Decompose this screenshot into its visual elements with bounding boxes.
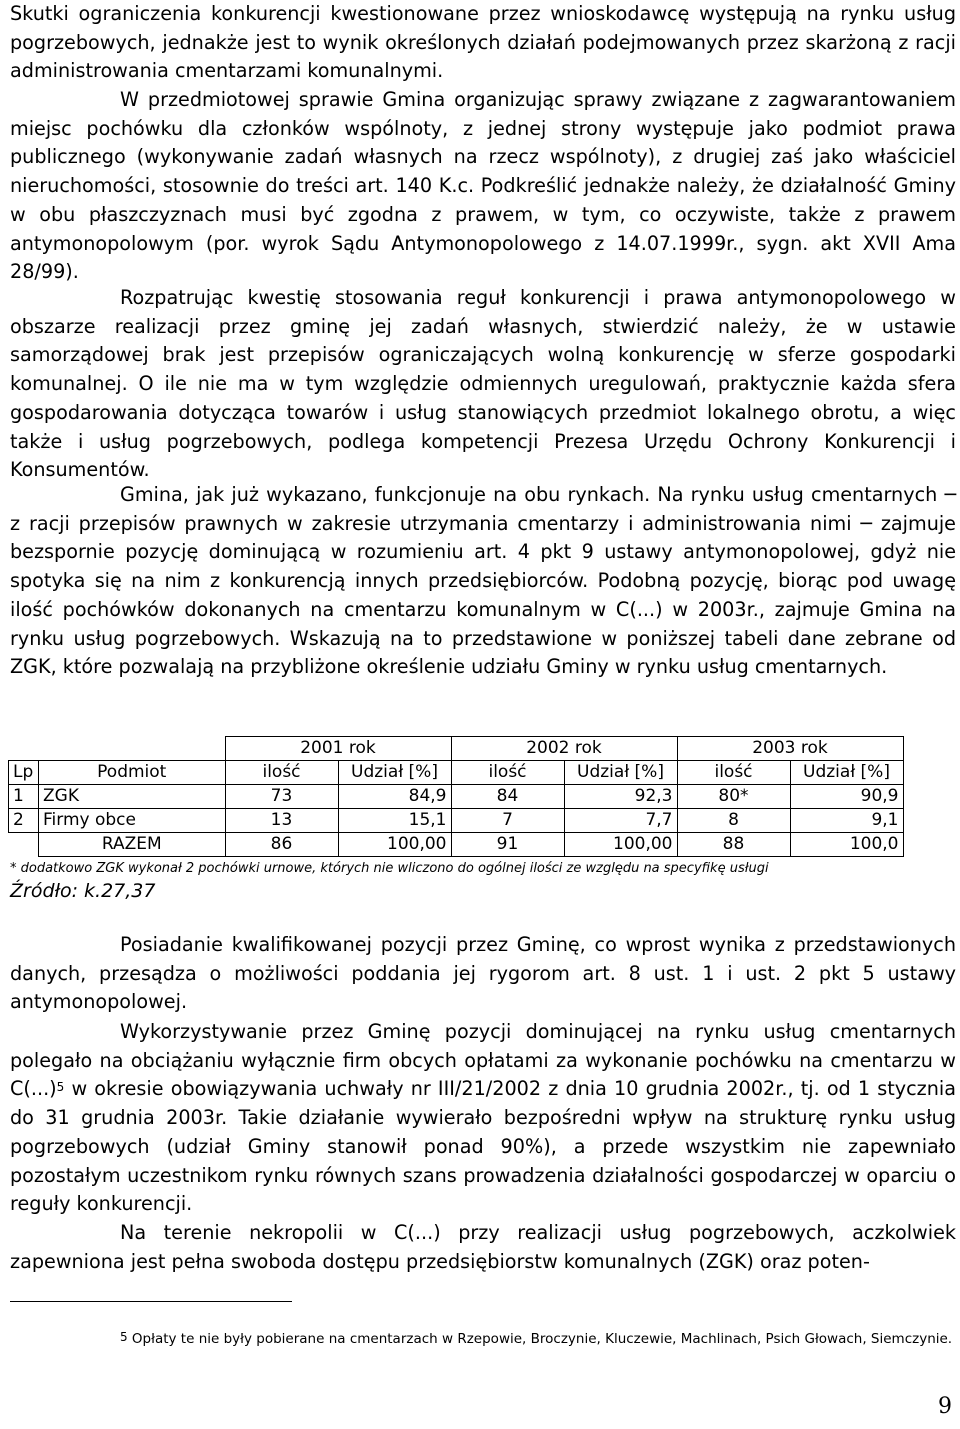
cell-qty-2002: 84 bbox=[451, 785, 564, 809]
table-header-years bbox=[9, 737, 904, 761]
cell-qty-2001: 73 bbox=[225, 785, 338, 809]
footnote bbox=[10, 1327, 956, 1351]
table-row bbox=[9, 785, 904, 809]
footnote-marker: 5 bbox=[120, 1330, 128, 1344]
header-qty-2003: ilość bbox=[677, 761, 790, 785]
cell-share-2003: 90,9 bbox=[790, 785, 903, 809]
header-entity: Podmiot bbox=[39, 761, 226, 785]
paragraph-4: Gmina, jak już wykazano, funkcjonuje na obu rynkach. Na rynku usług cmentarnych ─ z racji przepisów prawnych w zakresie utrzymania cmentarzy i administrowania nimi ─ zajmuje bezspornie pozycję dominującą w rozumieniu art. 4 pkt 9 ustawy antymonopolowej, gdyż nie spotyka się na nim z konkurencją innych przedsiębiorców. Podobną pozycję, biorąc pod uwagę ilość pochówków dokonanych na cmentarzu komunalnym w C(...) w 2003r., zajmuje Gmina na rynku usług pogrzebowych. Wskazują na to przedstawione w poniższej tabeli dane zebrane od ZGK, które pozwalają na przybliżone określenie udziału Gminy w rynku usług cmentarnych. bbox=[10, 483, 956, 679]
cell-qty-2002: 91 bbox=[451, 833, 564, 857]
paragraph-2: W przedmiotowej sprawie Gmina organizując sprawy związane z zagwarantowaniem miejsc pochówku dla członków wspólnoty, z jednej strony występuje jako podmiot prawa publicznego (wykonywanie zadań własnych na rzecz wspólnoty), z drugiej zaś jako właściciel nieruchomości, stosownie do treści art. 140 K.c. Podkreślić jednakże należy, że działalność Gminy w obu płaszczyznach musi być zgodna z prawem, w tym, co oczywiste, także z prawem antymonopolowym (por. wyrok Sądu Antymonopolowego z 14.07.1999r., sygn. akt XVII Ama 28/99). bbox=[10, 88, 956, 284]
header-share-2003: Udział [%] bbox=[790, 761, 903, 785]
paragraph-6 bbox=[10, 1018, 956, 1219]
cell-entity: ZGK bbox=[39, 785, 226, 809]
header-share-2001: Udział [%] bbox=[338, 761, 451, 785]
paragraph-1: Skutki ograniczenia konkurencji kwestionowane przez wnioskodawcę występują na rynku usług pogrzebowych, jednakże jest to wynik określonych działań podejmowanych przez skarżoną z racji administrowania cmentarzami komunalnymi. bbox=[10, 2, 956, 83]
cell-lp: 2 bbox=[9, 809, 39, 833]
cell-share-2001: 84,9 bbox=[338, 785, 451, 809]
header-lp: Lp bbox=[9, 761, 39, 785]
paragraph-6-part-2: w okresie obowiązywania uchwały nr III/21/2002 z dnia 10 grudnia 2002r., tj. od 1 stycznia do 31 grudnia 2003r. Takie działanie wywierało bezpośredni wpływ na strukturę rynku usług pogrzebowych (udział Gminy stanowił ponad 90%), a przede wszystkim nie zapewniało pozostałym uczestnikom rynku równych szans prowadzenia działalności gospodarczej w oparciu o reguły konkurencji. bbox=[10, 1077, 956, 1216]
cell-qty-2002: 7 bbox=[451, 809, 564, 833]
cell-qty-2003: 8 bbox=[677, 809, 790, 833]
page-number: 9 bbox=[938, 1394, 952, 1419]
cell-entity: Firmy obce bbox=[39, 809, 226, 833]
year-2003: 2003 rok bbox=[677, 737, 903, 761]
cell-lp bbox=[9, 833, 39, 857]
cell-share-2002: 92,3 bbox=[564, 785, 677, 809]
cell-qty-2001: 13 bbox=[225, 809, 338, 833]
cell-lp: 1 bbox=[9, 785, 39, 809]
paragraph-5: Posiadanie kwalifikowanej pozycji przez Gminę, co wprost wynika z przedstawionych danych, przesądza o możliwości poddania jej rygorom art. 8 ust. 1 i ust. 2 pkt 5 ustawy antymonopolowej. bbox=[10, 933, 956, 1014]
cell-share-2003: 100,0 bbox=[790, 833, 903, 857]
footnote-divider bbox=[10, 1301, 292, 1302]
paragraph-7: Na terenie nekropolii w C(...) przy realizacji usług pogrzebowych, aczkolwiek zapewniona jest pełna swoboda dostępu przedsiębiorstw komunalnych (ZGK) oraz poten- bbox=[10, 1221, 956, 1273]
cell-share-2002: 100,00 bbox=[564, 833, 677, 857]
cell-share-2003: 9,1 bbox=[790, 809, 903, 833]
data-table bbox=[8, 736, 904, 857]
cell-qty-2003: 80* bbox=[677, 785, 790, 809]
year-2002: 2002 rok bbox=[451, 737, 677, 761]
header-share-2002: Udział [%] bbox=[564, 761, 677, 785]
cell-share-2001: 100,00 bbox=[338, 833, 451, 857]
footnote-reference[interactable]: 5 bbox=[56, 1080, 65, 1095]
table-row-total bbox=[9, 833, 904, 857]
cell-qty-2003: 88 bbox=[677, 833, 790, 857]
cell-share-2001: 15,1 bbox=[338, 809, 451, 833]
table-row bbox=[9, 809, 904, 833]
table-source: Źródło: k.27,37 bbox=[10, 880, 156, 902]
table-note: * dodatkowo ZGK wykonał 2 pochówki urnowe, których nie wliczono do ogólnej ilości ze względu na specyfikę usługi bbox=[10, 861, 769, 876]
cell-qty-2001: 86 bbox=[225, 833, 338, 857]
cell-share-2002: 7,7 bbox=[564, 809, 677, 833]
year-2001: 2001 rok bbox=[225, 737, 451, 761]
paragraph-6-part-1: Wykorzystywanie przez Gminę pozycji dominującej na rynku usług cmentarnych polegało na obciążaniu wyłącznie firm obcych opłatami za wykonanie pochówku na cmentarzu w C(...) bbox=[10, 1020, 956, 1101]
header-qty-2002: ilość bbox=[451, 761, 564, 785]
table-header-columns bbox=[9, 761, 904, 785]
cell-entity: RAZEM bbox=[39, 833, 226, 857]
paragraph-3: Rozpatrując kwestię stosowania reguł konkurencji i prawa antymonopolowego w obszarze realizacji przez gminę jej zadań własnych, stwierdzić należy, że w ustawie samorządowej brak jest przepisów ograniczających wolną konkurencję w sferze gospodarki komunalnej. O ile nie ma w tym względzie odmiennych uregulowań, praktycznie każda sfera gospodarowania dotycząca towarów i usług stanowiących przedmiot lokalnego obrotu, a więc także i usług pogrzebowych, podlega kompetencji Prezesa Urzędu Ochrony Konkurencji i Konsumentów. bbox=[10, 286, 956, 482]
header-qty-2001: ilość bbox=[225, 761, 338, 785]
footnote-text: Opłaty te nie były pobierane na cmentarzach w Rzepowie, Broczynie, Kluczewie, Machlinach, Psich Głowach, Siemczynie. bbox=[127, 1331, 953, 1347]
